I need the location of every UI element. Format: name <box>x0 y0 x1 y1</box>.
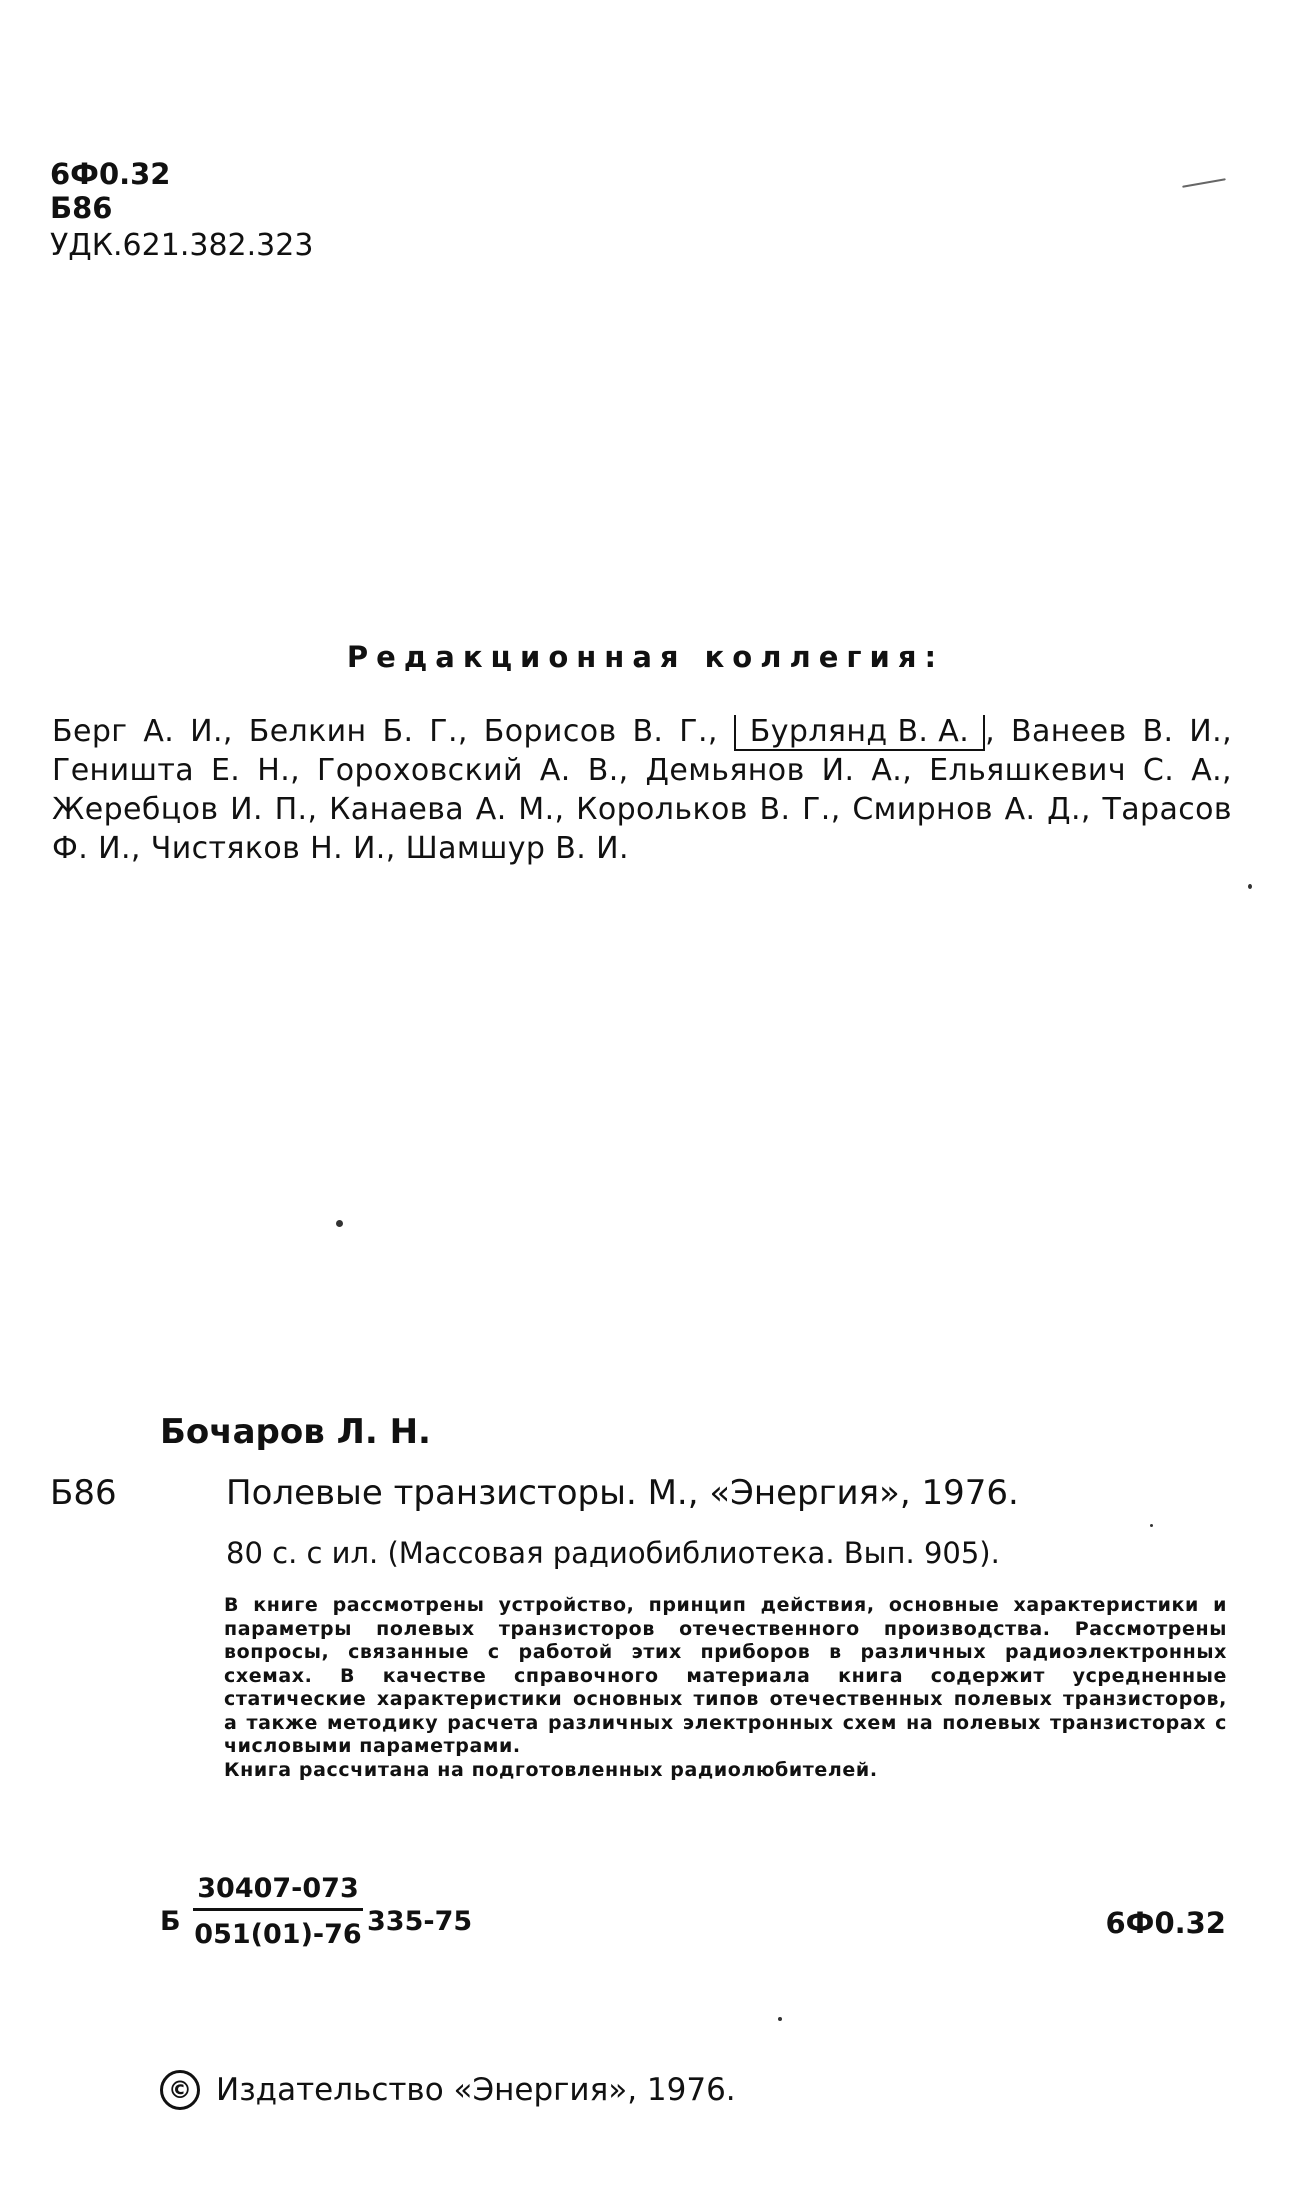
audience-text: Книга рассчитана на подготовленных радиолюбителей. <box>224 1758 878 1781</box>
scan-speck <box>1182 178 1226 188</box>
scan-speck <box>336 1220 343 1227</box>
book-abstract <box>224 1594 1227 1782</box>
editorial-board-title: Редакционная коллегия: <box>346 640 945 674</box>
scan-speck <box>1248 884 1252 889</box>
copyright-line <box>160 2070 736 2110</box>
abstract-paragraph <box>224 1594 1227 1759</box>
catalog-letter: Б <box>160 1906 181 1937</box>
bibliography-code: Б86 <box>50 1473 117 1513</box>
boxed-name: Бурлянд В. А. <box>734 715 985 751</box>
catalog-denominator: 051(01)-76 <box>194 1919 362 1950</box>
book-author: Бочаров Л. Н. <box>160 1412 431 1452</box>
catalog-number: 335-75 <box>367 1906 473 1937</box>
catalog-right-code: 6Ф0.32 <box>1105 1906 1226 1940</box>
catalog-numerator: 30407-073 <box>193 1873 363 1911</box>
abstract-text: В книге рассмотрены устройство, принцип действия, основные характеристики и параметры полевых транзисторов отечественного производства. Рассмотрены вопросы, связанные с работой этих приборов в различных радиоэлектронных схемах. В качестве справочного материала книга содержит усредненные статические характеристики основных типов отечественных полевых транзисторов, а также методику расчета различных электронных схем на полевых транзисторах с числовыми параметрами. <box>224 1594 1227 1757</box>
udc-code: УДК.621.382.323 <box>50 228 314 263</box>
catalog-fraction <box>193 1873 363 1950</box>
book-title-line: Полевые транзисторы. М., «Энергия», 1976. <box>226 1473 1019 1513</box>
scan-speck <box>778 2017 782 2021</box>
board-names-before: Берг А. И., Белкин Б. Г., Борисов В. Г., <box>52 714 718 749</box>
classification-code-secondary: Б86 <box>50 191 113 225</box>
board-names-after: , Ванеев В. И., Геништа Е. Н., Гороховский А. В., Демьянов И. А., Ельяшкевич С. А., Жеребцов И. П., Канаева А. М., Корольков В. Г., Смирнов А. Д., Тарасов Ф. И., Чистяков Н. И., Шамшур В. И. <box>52 714 1232 866</box>
classification-code: 6Ф0.32 <box>50 157 171 191</box>
copyright-icon: © <box>160 2070 200 2110</box>
editorial-board-names <box>52 712 1232 868</box>
copyright-text: Издательство «Энергия», 1976. <box>216 2072 736 2108</box>
audience-paragraph <box>224 1759 1227 1783</box>
book-pages-line: 80 с. с ил. (Массовая радиобиблиотека. Вып. 905). <box>226 1536 1000 1570</box>
scan-speck <box>1150 1524 1153 1527</box>
